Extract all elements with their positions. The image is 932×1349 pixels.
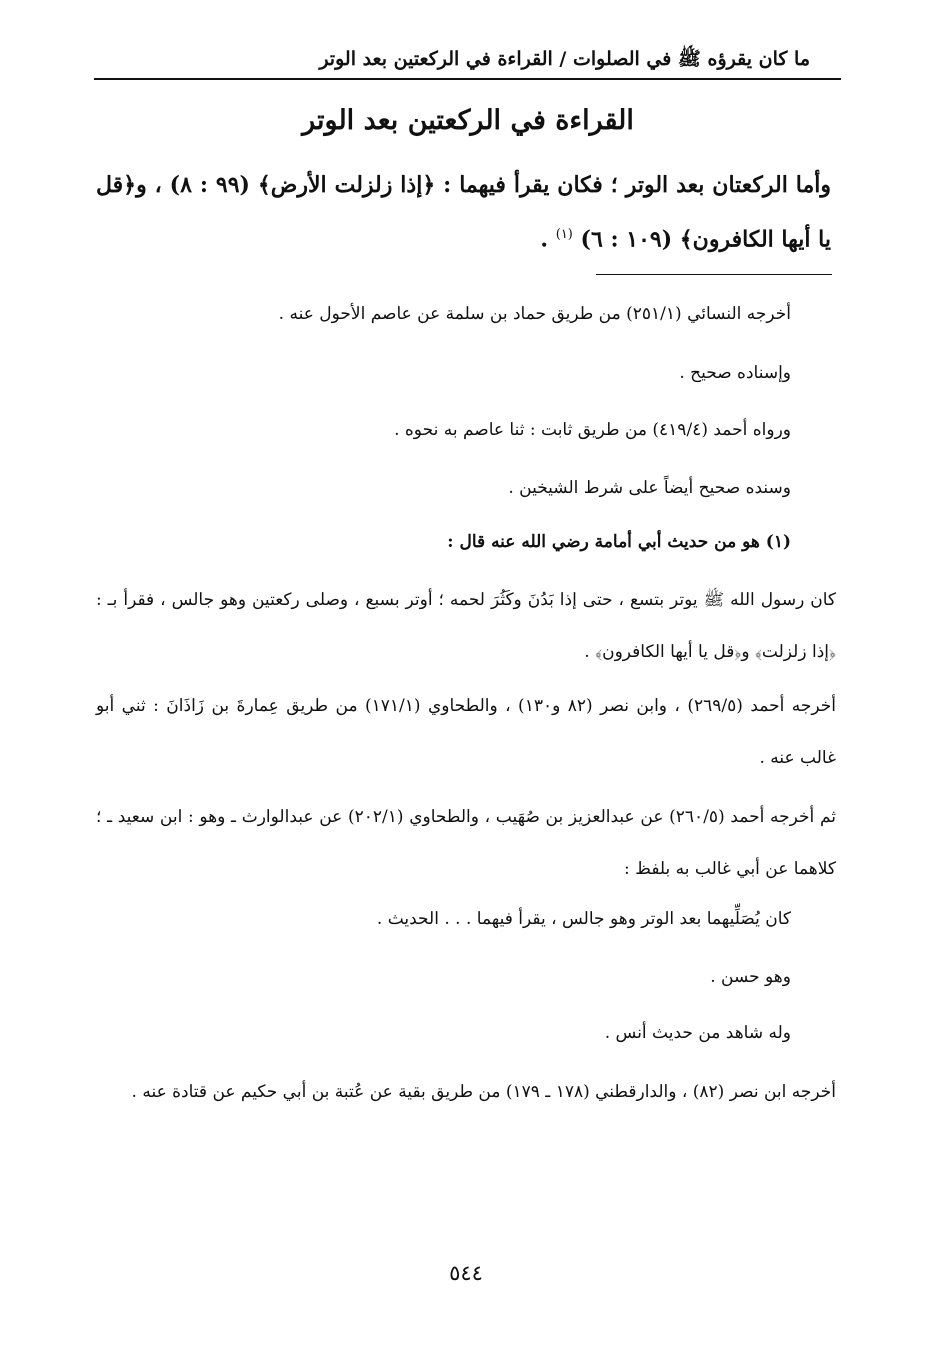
- header-rule: [94, 78, 841, 80]
- footnote-line-4: وسنده صحيح أيضاً على شرط الشيخين .: [508, 478, 791, 498]
- footnote-line-1: أخرجه النسائي (٢٥١/١) من طريق حماد بن سلمة عن عاصم الأحول عنه .: [278, 304, 791, 324]
- page-number: ٥٤٤: [449, 1261, 483, 1285]
- footnote-line-5: (١) هو من حديث أبي أمامة رضي الله عنه قال :: [447, 532, 791, 552]
- footnote-line-2: وإسناده صحيح .: [679, 363, 791, 383]
- footnote-line-9: كان يُصَلِّيهما بعد الوتر وهو جالس ، يقرأ فيهما . . . الحديث .: [376, 909, 791, 929]
- main-text-body: وأما الركعتان بعد الوتر ؛ فكان يقرأ فيهما : ﴿إذا زلزلت الأرض﴾ (٩٩ : ٨) ، و﴿قل يا أيها الكافرون﴾ (١٠٩ : ٦): [96, 172, 831, 253]
- running-head: ما كان يقرؤه ﷺ في الصلوات / القراءة في الركعتين بعد الوتر: [319, 48, 810, 70]
- footnote-marker: (١): [555, 227, 573, 242]
- footnote-para-7: أخرجه أحمد (٢٦٩/٥) ، وابن نصر (٨٢ و١٣٠) ، والطحاوي (١٧١/١) من طريق عِمارةَ بن زَاذَانَ : ثني أبو غالب عنه .: [96, 696, 836, 768]
- main-text-end: .: [540, 226, 556, 253]
- footnote-para-8: ثم أخرجه أحمد (٢٦٠/٥) عن عبدالعزيز بن صُهَيب ، والطحاوي (٢٠٢/١) عن عبدالوارث ـ وهو : ابن سعيد ـ ؛ كلاهما عن أبي غالب به بلفظ :: [96, 807, 837, 879]
- section-title: القراءة في الركعتين بعد الوتر: [302, 105, 634, 136]
- footnote-line-11: وله شاهد من حديث أنس .: [604, 1023, 791, 1043]
- footnote-line-3: ورواه أحمد (٤١٩/٤) من طريق ثابت : ثنا عاصم به نحوه .: [394, 420, 791, 440]
- footnote-para-6: كان رسول الله ﷺ يوتر بتسع ، حتى إذا بَدُنَ وكَثُرَ لحمه ؛ أوتر بسبع ، وصلى ركعتين وهو جالس ، فقرأ بـ : ﴿إذا زلزلت﴾ و﴿قل يا أيها الكافرون﴾ .: [96, 590, 836, 662]
- main-paragraph: [96, 160, 831, 264]
- footnote-line-10: وهو حسن .: [710, 967, 791, 987]
- footnote-para-12: أخرجه ابن نصر (٨٢) ، والدارقطني (١٧٨ ـ ١٧٩) من طريق بقية عن عُتبة بن أبي حكيم عن قتادة عنه .: [131, 1082, 836, 1102]
- footnote-rule: [596, 274, 832, 275]
